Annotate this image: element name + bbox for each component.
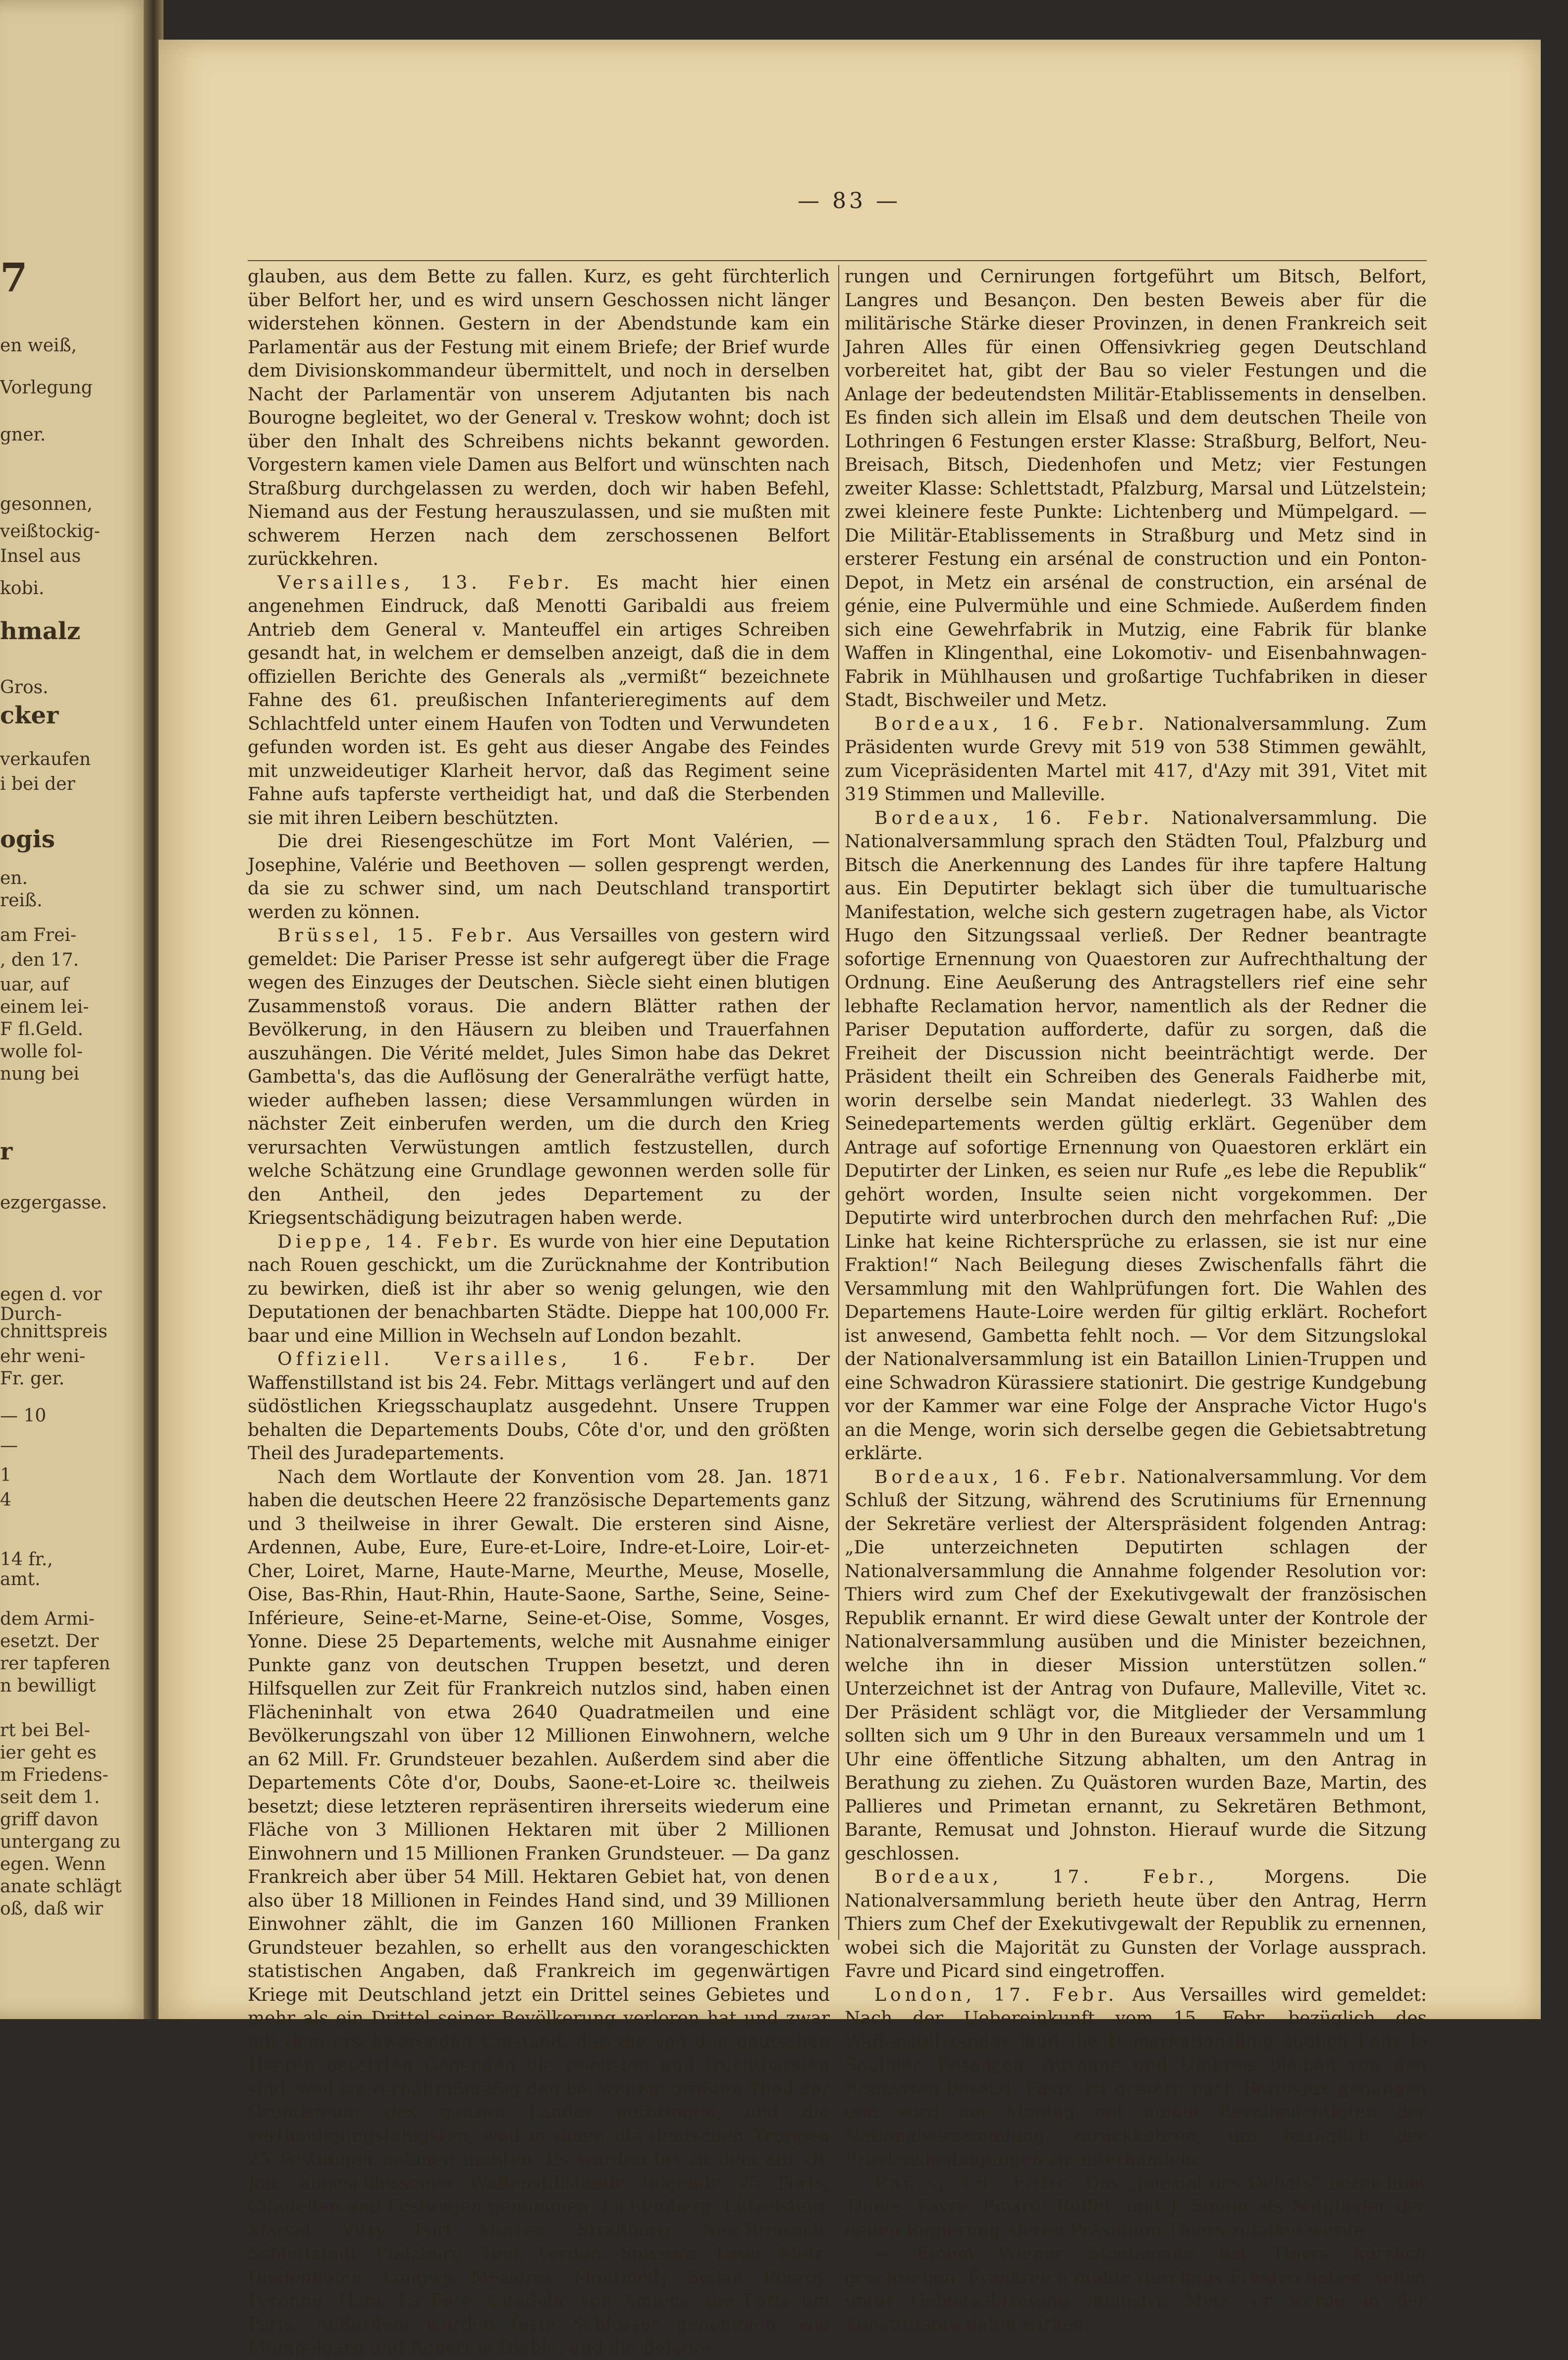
left-column <box>248 265 830 2358</box>
dateline: Offiziell. Versailles, 16. Febr. <box>277 1349 759 1370</box>
dateline: Versailles, 13. Febr. <box>277 572 574 593</box>
left-page-fragment: i bei der <box>0 774 75 794</box>
left-page-fragment: uar, auf <box>0 975 69 995</box>
left-page-fragment: hmalz <box>0 617 81 645</box>
left-page-fragment: r <box>0 1138 13 1165</box>
left-page-fragment: Vorlegung <box>0 378 93 398</box>
right-column <box>845 265 1427 2335</box>
left-page-fragment: amt. <box>0 1569 41 1590</box>
left-page-fragment: ogis <box>0 825 55 853</box>
left-page-fragment: 1 <box>0 1465 11 1485</box>
left-page-fragment: — <box>0 1435 18 1456</box>
left-page-fragment: kobi. <box>0 578 45 599</box>
paragraph-text: Es wurde von hier eine Deputation nach Rouen geschickt, um die Zurücknahme der Kontribution zu bewirken, dieß ist ihr aber so wenig gelungen, wie den Deputationen der benachbarten Städte. Dieppe hat 100,000 Fr. baar und eine Million in Wechseln auf London bezahlt. <box>248 1231 830 1346</box>
article-paragraph <box>845 2172 1427 2243</box>
article-paragraph <box>248 265 830 571</box>
dateline: Bordeaux, 17. Febr., <box>874 1867 1218 1887</box>
article-paragraph <box>845 807 1427 1466</box>
left-page-fragment: esetzt. Der <box>0 1631 99 1651</box>
left-page-fragment: untergang zu <box>0 1832 121 1852</box>
page-number: — 83 — <box>798 188 901 214</box>
left-page-fragment: en. <box>0 868 28 888</box>
left-page-fragment: dem Armi- <box>0 1609 95 1629</box>
left-page-fragment: 14 fr., <box>0 1549 53 1570</box>
left-page-fragment: 7 <box>0 254 28 301</box>
article-paragraph <box>845 713 1427 807</box>
dateline: Bordeaux, 16. Febr. <box>874 713 1148 734</box>
left-page-fragment: oß, daß wir <box>0 1899 104 1919</box>
left-page-fragment: verkaufen <box>0 749 91 769</box>
paragraph-text: Morgens. Die Nationalversammlung berieth heute über den Antrag, Herrn Thiers zum Chef der Exekutivgewalt der Republik zu ernennen, wobei sich die Majorität zu Gunsten der Vorlage aussprach. Favre und Picard sind eingetroffen. <box>845 1867 1427 1981</box>
left-page-fragment: nung bei <box>0 1064 79 1084</box>
article-paragraph <box>845 1983 1427 2172</box>
left-page-fragment: cker <box>0 702 59 729</box>
column-divider <box>838 265 839 1940</box>
article-paragraph <box>248 830 830 924</box>
dateline: Bordeaux, 16. Febr. <box>874 808 1153 828</box>
left-page-fragment: rer tapferen <box>0 1653 110 1674</box>
previous-page-strip <box>0 0 154 2019</box>
left-page-fragment: rt bei Bel- <box>0 1720 90 1741</box>
left-page-fragment: F fl.Geld. <box>0 1019 83 1040</box>
paragraph-text: Es macht hier einen angenehmen Eindruck, daß Menotti Garibaldi aus freiem Antrieb dem General v. Manteuffel ein artiges Schreiben gesandt hat, in welchem er demselben anzeigt, daß die in dem offiziellen Berichte des Generals als „vermißt“ bezeichnete Fahne des 61. preußischen Infanterieregiments auf dem Schlachtfeld unter einem Haufen von Todten und Verwundeten gefunden worden ist. Es geht aus dieser Angabe des Feindes mit unzweideutiger Klarheit hervor, daß das Regiment seine Fahne aufs tapferste vertheidigt hat, und daß die Sterbenden sie mit ihren Leibern beschützten. <box>248 572 830 828</box>
paragraph-text: Nationalversammlung. Zum Präsidenten wurde Grevy mit 519 von 538 Stimmen gewählt, zum Vicepräsidenten Martel mit 417, d'Azy mit 391, Vitet mit 319 Stimmen und Malleville. <box>845 713 1427 805</box>
left-page-fragment: en weiß, <box>0 335 77 356</box>
paragraph-text: — Einem Wiener Staatsmann hat Thiers kürzlich geschrieben, Frankreich müßte durchaus Frieden haben, selbst unter Gebietsabtretung inklusive Metz, er werde in der Konstituante dahin wirken. <box>845 2244 1427 2335</box>
left-page-fragment: chnittspreis <box>0 1321 108 1342</box>
article-paragraph <box>248 1230 830 1348</box>
article-paragraph <box>845 1466 1427 1866</box>
left-page-fragment: egen d. vor <box>0 1284 102 1305</box>
paragraph-text: Das „Journal des Debats“ bezeichnet Thiers, Favre, Picard, Buffet, und J. Simon als Mitglieder der neuen Regierung, deren Präsidium Thiers zufallen werde. <box>845 2173 1427 2241</box>
left-page-fragment: seit dem 1. <box>0 1787 100 1808</box>
left-page-fragment: Insel aus <box>0 546 81 566</box>
article-paragraph <box>248 1348 830 1466</box>
article-paragraph <box>248 924 830 1230</box>
left-page-fragment: , den 17. <box>0 950 79 970</box>
left-page-fragment: reiß. <box>0 890 43 911</box>
left-page-fragment: — 10 <box>0 1406 47 1426</box>
left-page-fragment: anate schlägt <box>0 1876 122 1897</box>
left-page-fragment: Fr. ger. <box>0 1369 65 1389</box>
header-rule <box>248 260 1427 261</box>
paragraph-text: glauben, aus dem Bette zu fallen. Kurz, es geht fürchterlich über Belfort her, und es wird unsern Geschossen nicht länger widerstehen können. Gestern in der Abendstunde kam ein Parlamentär aus der Festung mit einem Briefe; der Brief wurde dem Divisionskommandeur übermittelt, und noch in derselben Nacht der Parlamentär von unserem Adjutanten bis nach Bourogne begleitet, wo der General v. Treskow wohnt; doch ist über den Inhalt des Schreibens nichts bekannt geworden. Vorgestern kamen viele Damen aus Belfort und wünschten nach Straßburg durchgelassen zu werden, doch wir haben Befehl, Niemand aus der Festung herauszulassen, und sie mußten mit schwerem Herzen nach dem zerschossenen Belfort zurückkehren. <box>248 267 830 569</box>
left-page-fragment: Gros. <box>0 677 49 698</box>
article-paragraph <box>845 1866 1427 1983</box>
newspaper-page <box>159 40 1541 2358</box>
left-page-fragment: am Frei- <box>0 925 77 945</box>
paragraph-text: Aus Versailles von gestern wird gemeldet: Die Pariser Presse ist sehr aufgeregt über die Frage wegen des Einzuges der Deutschen. Siècle sieht einen blutigen Zusammenstoß voraus. Die andern Blätter rathen der Bevölkerung, in den Häusern zu bleiben und Trauerfahnen auszuhängen. Die Vérité meldet, Jules Simon habe das Dekret Gambetta's, das die Auflösung der Generalräthe verfügt hatte, wieder aufheben lassen; diese Versammlungen würden in nächster Zeit einberufen werden, um die durch den Krieg verursachten Verwüstungen amtlich festzustellen, durch welche Schätzung eine Grundlage gewonnen werden solle für den Antheil, den jedes Departement zu der Kriegsentschädigung beizutragen haben werde. <box>248 926 830 1228</box>
dateline: Paris, 16. Febr. <box>874 2173 1078 2194</box>
left-page-fragment: ehr weni- <box>0 1346 86 1367</box>
left-page-fragment: gesonnen, <box>0 494 93 514</box>
paragraph-text: Nationalversammlung. Die Nationalversammlung sprach den Städten Toul, Pfalzburg und Bitsch die Anerkennung des Landes für ihre tapfere Haltung aus. Ein Deputirter beklagt sich über die tumultuarische Manifestation, welche sich gestern zugetragen habe, als Victor Hugo den Sitzungssaal verließ. Der Redner beantragte sofortige Ernennung von Quaestoren zur Aufrechthaltung der Ordnung. Eine Aeußerung des Antragstellers rief eine sehr lebhafte Reclamation hervor, namentlich als der Redner die Pariser Deputation aufforderte, dafür zu sorgen, daß die Freiheit der Discussion nicht beeinträchtigt werde. Der Präsident theilt ein Schreiben des Generals Faidherbe mit, worin derselbe sein Mandat niederlegt. 33 Wahlen des Seinedepartements werden gültig erklärt. Gegenüber dem Antrage auf sofortige Ernennung von Quaestoren erklärt ein Deputirter der Linken, es seien nur Rufe „es lebe die Republik“ gehört worden, Insulte seien nicht vorgekommen. Der Deputirte wird unterbrochen durch den mehrfachen Ruf: „Die Linke hat keine Richtersprüche zu erlassen, sie ist nur eine Fraktion!“ Nach Beilegung dieses Zwischenfalls fährt die Versammlung mit den Wahlprüfungen fort. Die Wahlen des Departemens Haute-Loire werden für giltig erklärt. Rochefort ist anwesend, Gambetta fehlt noch. — Vor dem Sitzungslokal der Nationalversammlung ist ein Bataillon Linien-Truppen und eine Schwadron Kürassiere stationirt. Die gestrige Kundgebung vor der Kammer war eine Folge der Ansprache Victor Hugo's an die Menge, worin sich derselbe gegen die Gebietsabtretung erklärte. <box>845 808 1427 1464</box>
paragraph-text: Die drei Riesengeschütze im Fort Mont Valérien, — Josephine, Valérie und Beethoven — sollen gesprengt werden, da sie zu schwer sind, um nach Deutschland transportirt werden zu können. <box>248 831 830 923</box>
left-page-fragment: ezgergasse. <box>0 1193 108 1213</box>
paragraph-text: Der Waffenstillstand ist bis 24. Febr. Mittags verlängert und auf den südöstlichen Kriegsschauplatz ausgedehnt. Unsere Truppen behalten die Departements Doubs, Côte d'or, und den größten Theil des Juradepartements. <box>248 1349 830 1464</box>
left-page-fragment: veißtockig- <box>0 521 101 542</box>
dateline: Brüssel, 15. Febr. <box>277 926 517 946</box>
left-page-fragment: gner. <box>0 425 46 445</box>
left-page-fragment: m Friedens- <box>0 1765 108 1785</box>
left-page-fragment: griff davon <box>0 1810 99 1830</box>
left-page-fragment: 4 <box>0 1490 11 1510</box>
article-paragraph <box>248 571 830 830</box>
paragraph-text: Nach dem Wortlaute der Konvention vom 28. Jan. 1871 haben die deutschen Heere 22 französische Departements ganz und 3 theilweise in ihrer Gewalt. Die ersteren sind Aisne, Ardennen, Aube, Eure, Eure-et-Loire, Indre-et-Loire, Loir-et-Cher, Loiret, Marne, Haute-Marne, Meurthe, Meuse, Moselle, Oise, Bas-Rhin, Haut-Rhin, Haute-Saone, Sarthe, Seine, Seine-Inférieure, Seine-et-Marne, Seine-et-Oise, Somme, Vosges, Yonne. Diese 25 Departements, welche mit Ausnahme einiger Punkte ganz von deutschen Truppen besetzt, und deren Hilfsquellen zur Zeit für Frankreich nutzlos sind, haben einen Flächeninhalt von etwa 2640 Quadratmeilen und eine Bevölkerungszahl von über 12 Millionen Einwohnern, welche an 62 Mill. Fr. Grundsteuer bezahlen. Außerdem sind aber die Departements Côte d'or, Doubs, Saone-et-Loire ꝛc. theilweis besetzt; diese letzteren repräsentiren ihrerseits wiederum eine Fläche von 3 Millionen Hektaren mit über 2 Millionen Einwohnern und 15 Millionen Franken Grundsteuer. — Da ganz Frankreich aber über 54 Mill. Hektaren Gebiet hat, von denen also über 18 Millionen in Feindes Hand sind, und 39 Millionen Einwohner zählt, die im Ganzen 160 Millionen Franken Grundsteuer bezahlen, so erhellt aus den vorangeschickten statistischen Angaben, daß Frankreich im gegenwärtigen Kriege mit Deutschland jetzt ein Drittel seines Gebietes und mehr als ein Drittel seiner Bevölkerung verloren hat und zwar mit dem erschwerenden Umstand, daß die von den deutschen Heeren besetzten Gegenden die reichsten und fruchtbarsten sind, weil sie verhältnißmäßig den bei weitem größten Theil der Grundsteuer des ganzen Landes aufbringen, und die vertheidigungsfähigsten, weil in ihnen die deutschen Truppen 25 Festungen nehmen mußten. Es wurden bis zu dem am 28. Jan. abgeschlossenen Waffenstillstande folgende 25 Forts, Citadellen und Festungen genommen: Lichtenberg, Lützelstein, Marsal, Vitry, Fort Mortier, Straßburg, Neu-Breisach, Schlettstadt, Pfalzburg, Toul, Verdun, Soissons, Laon, Metz, Diedenhofen, Longwy, Mézières, Montmédy, Sedan, Rocroy, Peronne, Ham, La Fère, Citadelle von Amiens, die Forts um Paris. Außerdem wurden feste Schlösser genommen, wie Mümpelgard und Robert le Diable, und die Belage- <box>248 1467 830 2358</box>
article-paragraph <box>845 265 1427 713</box>
article-paragraph <box>845 2242 1427 2336</box>
left-page-fragment: Durch- <box>0 1304 62 1324</box>
dateline: London, 17. Febr. <box>874 1984 1118 2005</box>
dateline: Bordeaux, 16. Febr. <box>874 1467 1130 1487</box>
dateline: Dieppe, 14. Febr. <box>277 1231 502 1252</box>
left-page-fragment: ier geht es <box>0 1743 97 1763</box>
paragraph-text: Nationalversammlung. Vor dem Schluß der Sitzung, während des Scrutiniums für Ernennung der Sekretäre verliest der Alterspräsident folgenden Antrag: „Die unterzeichneten Deputirten schlagen der Nationalversammlung die Annahme folgender Resolution vor: Thiers wird zum Chef der Exekutivgewalt der französischen Republik ernannt. Er wird diese Gewalt unter der Kontrole der Nationalversammlung ausüben und die Minister bezeichnen, welche ihn in dieser Mission unterstützen sollen.“ Unterzeichnet ist der Antrag von Dufaure, Malleville, Vitet ꝛc. Der Präsident schlägt vor, die Mitglieder der Versammlung sollten sich um 9 Uhr in den Bureaux versammeln und um 1 Uhr eine öffentliche Sitzung abhalten, um den Antrag in Berathung zu ziehen. Zu Quästoren wurden Baze, Martin, des Pallieres und Primetan ernannt, zu Sekretären Bethmont, Barante, Remusat und Johnston. Hierauf wurde die Sitzung geschlossen. <box>845 1467 1427 1864</box>
left-page-fragment: einem lei- <box>0 997 89 1017</box>
paragraph-text: Aus Versailles wird gemeldet: Nach der Uebereinkunft vom 15. Febr. bezüglich des Waffenstillstandes läuft die Demarkationslinie südlich Lons le Saulnier. Besançon, Auxonne und Umkreis bleiben von den Franzosen besetzt. Favre ist gestern nach Bordeaux gegangen und wird am Montag mit einem Bevollmächtigten der Nationalversammlung zurückkehren, um bezüglich der Friedensbedingungen zu unterhandeln. <box>845 1984 1427 2170</box>
left-page-fragment: wolle fol- <box>0 1042 83 1062</box>
left-page-fragment: n bewilligt <box>0 1676 96 1696</box>
paragraph-text: rungen und Cernirungen fortgeführt um Bitsch, Belfort, Langres und Besançon. Den besten Beweis aber für die militärische Stärke dieser Provinzen, in denen Frankreich seit Jahren Alles für einen Offensivkrieg gegen Deutschland vorbereitet hat, gibt der Bau so vieler Festungen und die Anlage der bedeutendsten Militär-Etablissements in denselben. Es finden sich allein im Elsaß und dem deutschen Theile von Lothringen 6 Festungen erster Klasse: Straßburg, Belfort, Neu-Breisach, Bitsch, Diedenhofen und Metz; vier Festungen zweiter Klasse: Schlettstadt, Pfalzburg, Marsal und Lützelstein; zwei kleinere feste Punkte: Lichtenberg und Mümpelgard. — Die Militär-Etablissements in Straßburg und Metz sind in ersterer Festung ein arsénal de construction und ein Ponton-Depot, in Metz ein arsénal de construction, ein arsénal de génie, eine Pulvermühle und eine Schmiede. Außerdem finden sich eine Gewehrfabrik in Mutzig, eine Fabrik für blanke Waffen in Klingenthal, eine Lokomotiv- und Eisenbahnwagen-Fabrik in Mühlhausen und großartige Tuchfabriken in dieser Stadt, Bischweiler und Metz. <box>845 267 1427 711</box>
article-paragraph <box>248 1466 830 2360</box>
left-page-fragment: egen. Wenn <box>0 1854 106 1874</box>
